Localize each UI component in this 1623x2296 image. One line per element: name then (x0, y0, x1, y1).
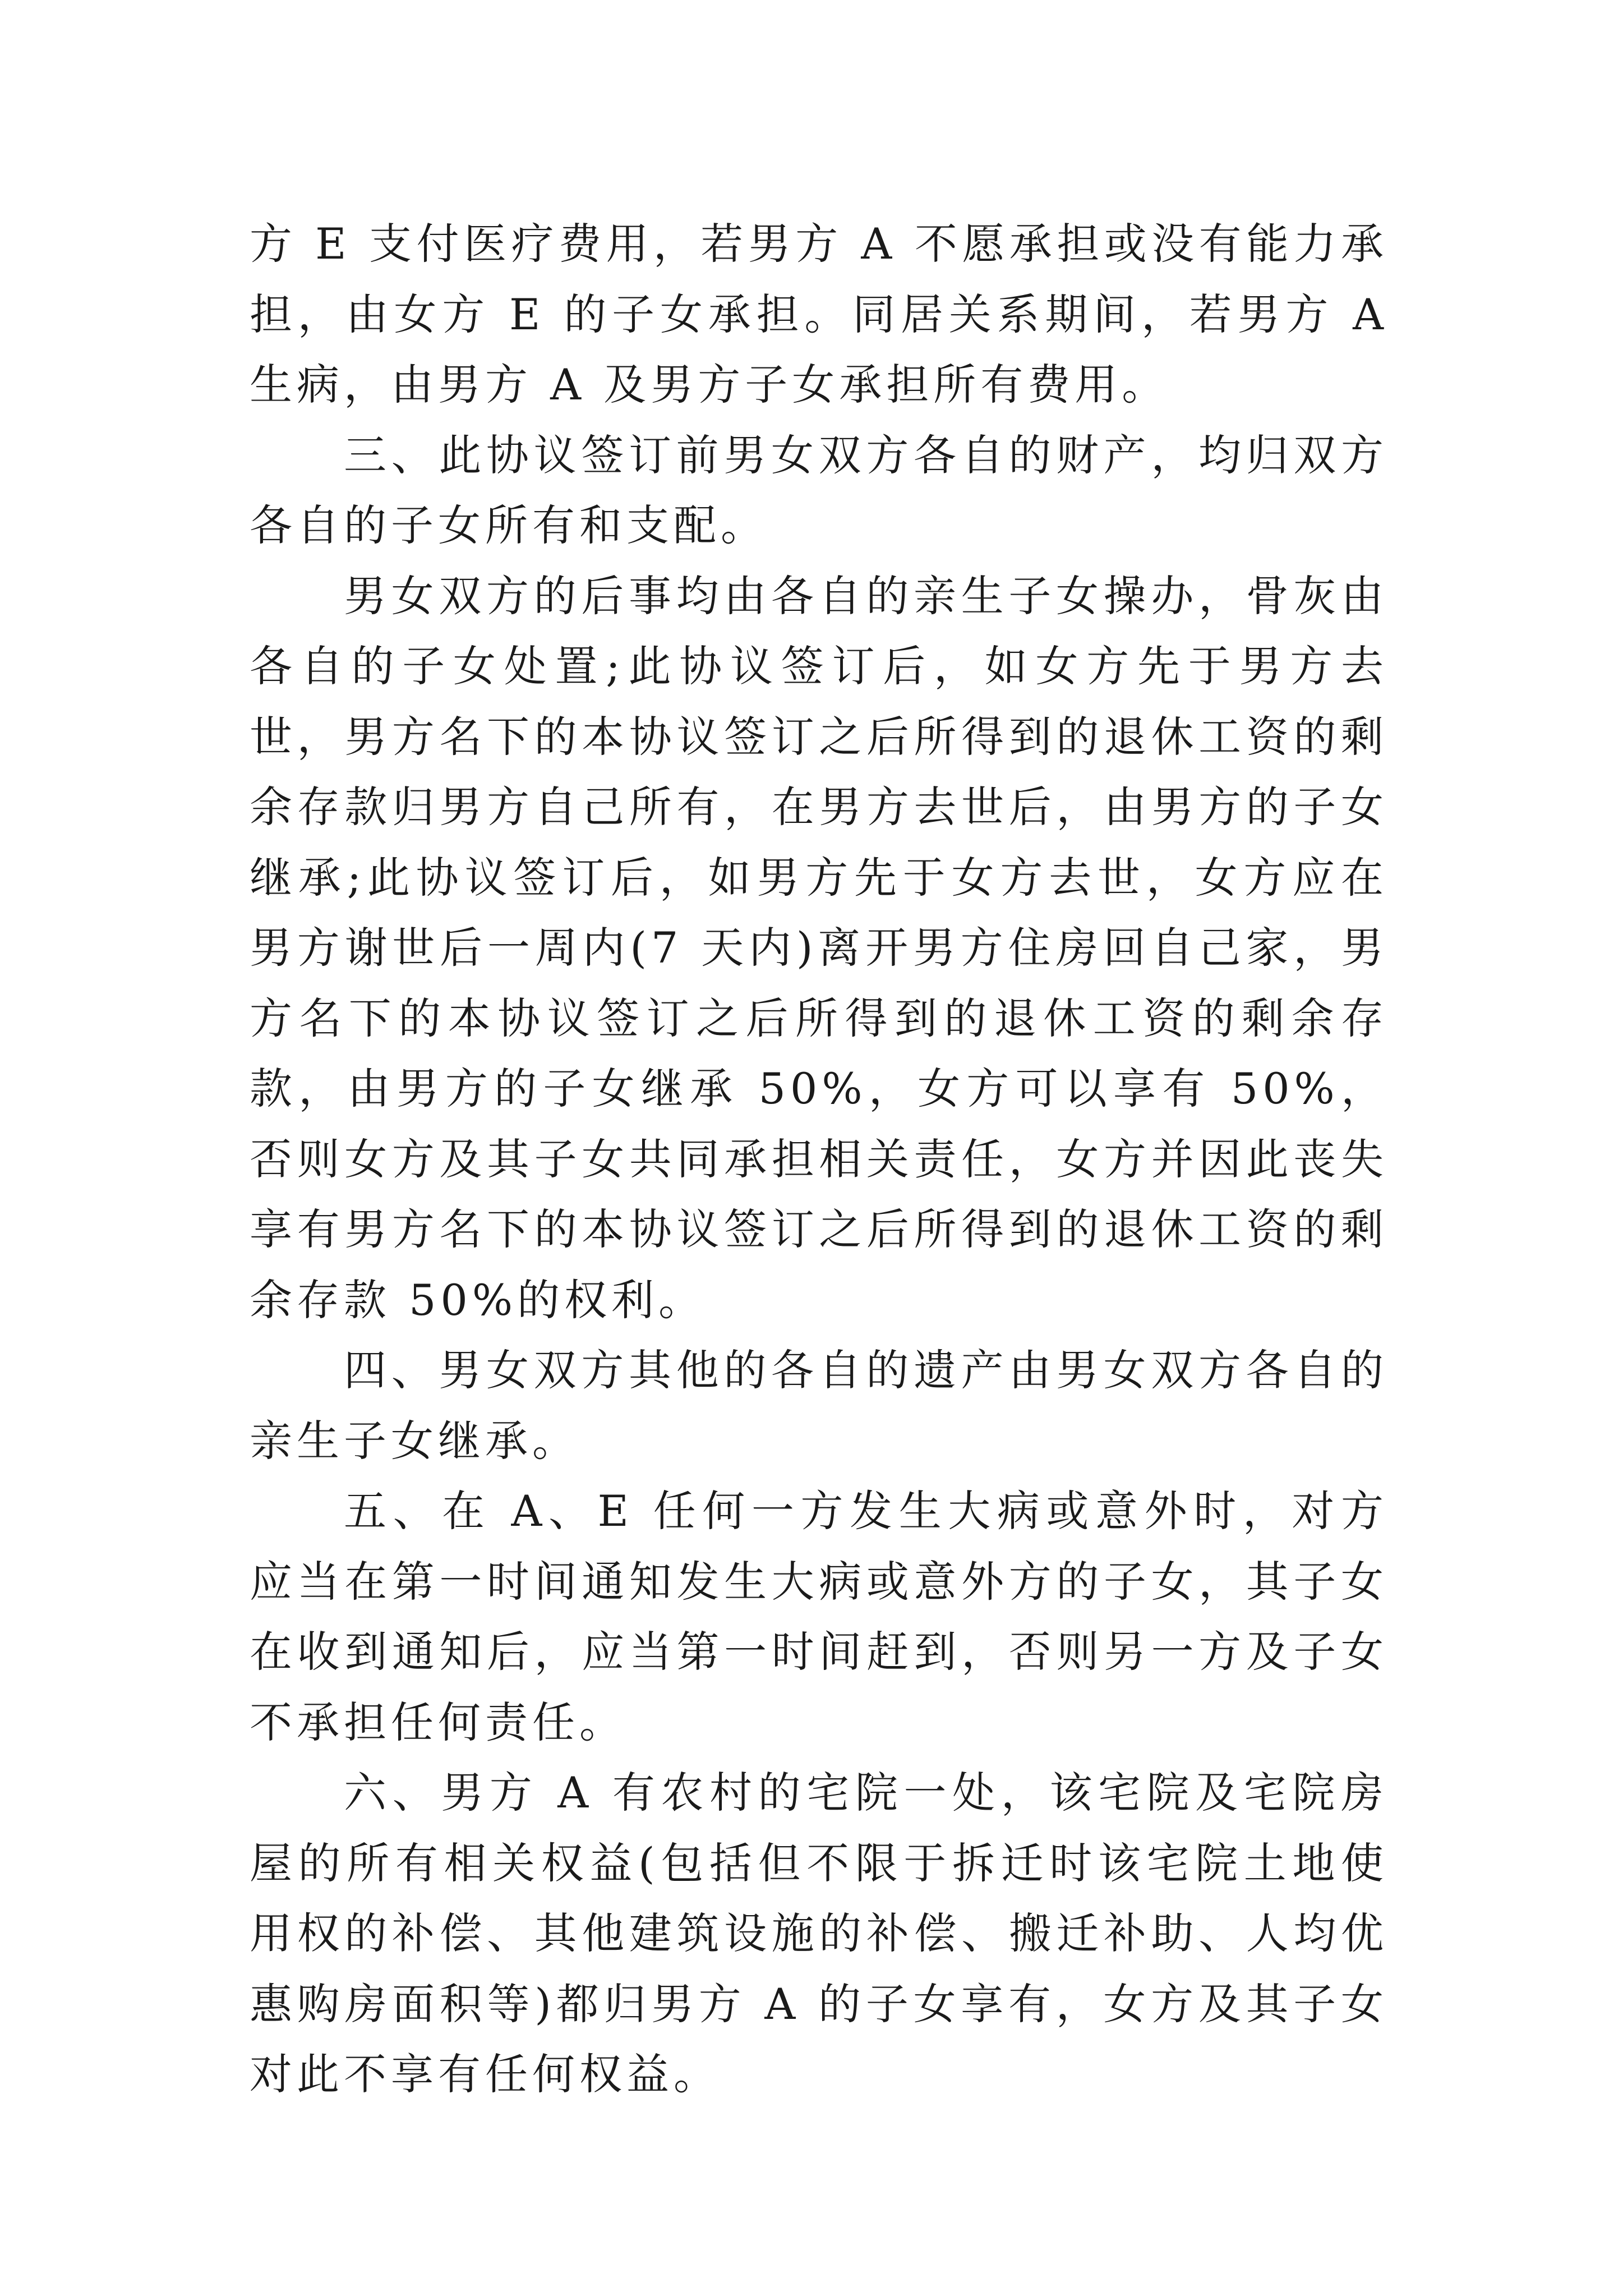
document-body (250, 209, 1388, 2110)
paragraph-clause-5: 五、在 A、E 任何一方发生大病或意外时，对方应当在第一时间通知发生大病或意外方的子女，其子女在收到通知后，应当第一时间赶到，否则另一方及子女不承担任何责任。 (250, 1486, 1388, 1747)
paragraph-clause-3: 三、此协议签订前男女双方各自的财产，均归双方各自的子女所有和支配。 (250, 430, 1388, 550)
paragraph-funeral-inheritance: 男女双方的后事均由各自的亲生子女操办，骨灰由各自的子女处置;此协议签订后，如女方先于男方去世，男方名下的本协议签订之后所得到的退休工资的剩余存款归男方自己所有，在男方去世后，由男方的子女继承;此协议签订后，如男方先于女方去世，女方应在男方谢世后一周内(7 天内)离开男方住房回自己家，男方名下的本协议签订之后所得到的退休工资的剩余存款，由男方的子女继承 50%，女方可以享有 50%，否则女方及其子女共同承担相关责任，女方并因此丧失享有男方名下的本协议签订之后所得到的退休工资的剩余存款 50%的权利。 (250, 570, 1388, 1325)
paragraph-continuation: 方 E 支付医疗费用，若男方 A 不愿承担或没有能力承担，由女方 E 的子女承担。同居关系期间，若男方 A 生病，由男方 A 及男方子女承担所有费用。 (250, 219, 1388, 409)
paragraph-clause-6: 六、男方 A 有农村的宅院一处，该宅院及宅院房屋的所有相关权益(包括但不限于拆迁时该宅院土地使用权的补偿、其他建筑设施的补偿、搬迁补助、人均优惠购房面积等)都归男方 A 的子女享有，女方及其子女对此不享有任何权益。 (250, 1768, 1388, 2099)
paragraph-clause-4: 四、男女双方其他的各自的遗产由男女双方各自的亲生子女继承。 (250, 1345, 1388, 1466)
